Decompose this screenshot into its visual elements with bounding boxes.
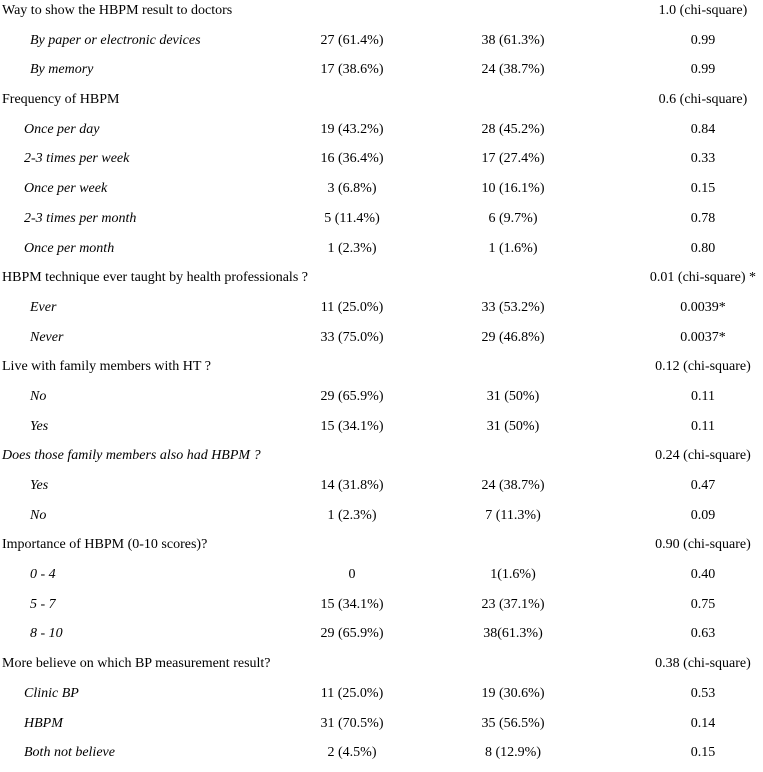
group-1-value: 29 (65.9%) — [320, 388, 384, 404]
table-row — [0, 30, 763, 60]
option-label: Never — [30, 329, 64, 345]
option-label: Once per day — [24, 121, 100, 137]
group-1-value: 31 (70.5%) — [320, 715, 384, 731]
group-1-value: 15 (34.1%) — [320, 418, 384, 434]
section-header-row — [0, 89, 763, 119]
group-1-value: 19 (43.2%) — [320, 121, 384, 137]
group-2-value: 8 (12.9%) — [485, 745, 541, 761]
table-row — [0, 623, 763, 653]
section-p-value: 0.12 (chi-square) — [655, 359, 751, 375]
group-2-value: 10 (16.1%) — [481, 181, 545, 197]
table-row — [0, 386, 763, 416]
option-label: HBPM — [24, 715, 63, 731]
group-2-value: 31 (50%) — [486, 388, 540, 404]
table-row — [0, 148, 763, 178]
option-label: 8 - 10 — [30, 626, 63, 642]
group-2-value: 33 (53.2%) — [481, 299, 545, 315]
option-label: No — [30, 507, 47, 523]
group-1-value: 11 (25.0%) — [320, 299, 384, 315]
group-2-value: 6 (9.7%) — [488, 210, 538, 226]
group-1-value: 14 (31.8%) — [320, 478, 384, 493]
section-p-value: 1.0 (chi-square) — [658, 3, 748, 18]
group-2-value: 38(61.3%) — [483, 626, 543, 642]
row-p-value: 0.09 — [690, 507, 716, 523]
option-label: 2-3 times per month — [24, 210, 137, 226]
row-p-value: 0.14 — [690, 715, 716, 731]
table-row — [0, 208, 763, 238]
section-p-value: 0.90 (chi-square) — [655, 537, 751, 553]
group-1-value: 1 (2.3%) — [327, 507, 377, 523]
row-p-value: 0.11 — [691, 418, 715, 434]
option-label: Yes — [30, 478, 49, 493]
group-1-value: 11 (25.0%) — [320, 685, 384, 701]
section-header-row — [0, 267, 763, 297]
table-row — [0, 59, 763, 89]
group-1-value: 1 (2.3%) — [327, 240, 377, 256]
group-2-value: 1 (1.6%) — [488, 240, 538, 256]
row-p-value: 0.0039* — [680, 299, 726, 315]
table-row — [0, 594, 763, 624]
row-p-value: 0.63 — [690, 626, 716, 642]
group-1-value: 5 (11.4%) — [324, 210, 380, 226]
group-2-value: 31 (50%) — [486, 418, 540, 434]
table-row — [0, 505, 763, 535]
section-title: Frequency of HBPM — [2, 92, 120, 108]
table-row — [0, 297, 763, 327]
group-1-value: 33 (75.0%) — [320, 329, 384, 345]
row-p-value: 0.53 — [690, 685, 716, 701]
group-2-value: 24 (38.7%) — [481, 478, 545, 493]
table-row — [0, 475, 763, 505]
table-row — [0, 683, 763, 713]
group-1-value: 3 (6.8%) — [327, 181, 377, 197]
option-label: No — [30, 388, 47, 404]
row-p-value: 0.33 — [690, 151, 716, 167]
row-p-value: 0.84 — [690, 121, 716, 137]
option-label: By memory — [30, 62, 94, 78]
option-label: Yes — [30, 418, 49, 434]
group-2-value: 29 (46.8%) — [481, 329, 545, 345]
section-header-row — [0, 445, 763, 475]
option-label: Clinic BP — [24, 685, 79, 701]
group-2-value: 23 (37.1%) — [481, 596, 545, 612]
option-label: Once per week — [24, 181, 108, 197]
row-p-value: 0.99 — [690, 62, 716, 78]
table-row — [0, 564, 763, 594]
section-header-row — [0, 356, 763, 386]
group-1-value: 15 (34.1%) — [320, 596, 384, 612]
row-p-value: 0.0037* — [680, 329, 726, 345]
section-header-row — [0, 653, 763, 683]
option-label: Both not believe — [24, 745, 115, 761]
section-header-row — [0, 0, 763, 30]
section-title: Live with family members with HT ? — [2, 359, 211, 375]
table-row — [0, 327, 763, 357]
row-p-value: 0.99 — [690, 32, 716, 48]
section-p-value: 0.24 (chi-square) — [655, 448, 751, 464]
section-title: Importance of HBPM (0-10 scores)? — [2, 537, 208, 553]
row-p-value: 0.80 — [690, 240, 716, 256]
group-1-value: 29 (65.9%) — [320, 626, 384, 642]
section-title: More believe on which BP measurement result? — [2, 656, 271, 672]
row-p-value: 0.78 — [690, 210, 716, 226]
group-2-value: 38 (61.3%) — [481, 32, 545, 48]
section-title: Does those family members also had HBPM ? — [2, 448, 261, 464]
group-1-value: 17 (38.6%) — [320, 62, 384, 78]
table-row — [0, 238, 763, 268]
table-row — [0, 742, 763, 772]
group-2-value: 35 (56.5%) — [481, 715, 545, 731]
row-p-value: 0.15 — [690, 745, 716, 761]
row-p-value: 0.47 — [690, 478, 716, 493]
group-1-value: 27 (61.4%) — [320, 32, 384, 48]
option-label: Ever — [30, 299, 57, 315]
option-label: 0 - 4 — [30, 567, 56, 583]
table-row — [0, 119, 763, 149]
table-row — [0, 416, 763, 446]
group-1-value: 2 (4.5%) — [327, 745, 377, 761]
section-p-value: 0.6 (chi-square) — [658, 92, 748, 108]
group-2-value: 1(1.6%) — [490, 567, 536, 583]
option-label: By paper or electronic devices — [30, 32, 201, 48]
table-row — [0, 178, 763, 208]
group-2-value: 28 (45.2%) — [481, 121, 545, 137]
section-p-value: 0.38 (chi-square) — [655, 656, 751, 672]
group-2-value: 19 (30.6%) — [481, 685, 545, 701]
row-p-value: 0.11 — [691, 388, 715, 404]
section-title: HBPM technique ever taught by health professionals ? — [2, 270, 308, 286]
group-2-value: 17 (27.4%) — [481, 151, 545, 167]
group-1-value: 16 (36.4%) — [320, 151, 384, 167]
group-2-value: 24 (38.7%) — [481, 62, 545, 78]
row-p-value: 0.40 — [690, 567, 716, 583]
table-row — [0, 713, 763, 743]
row-p-value: 0.75 — [690, 596, 716, 612]
section-header-row — [0, 534, 763, 564]
section-title: Way to show the HBPM result to doctors — [2, 3, 233, 18]
group-2-value: 7 (11.3%) — [485, 507, 541, 523]
option-label: 5 - 7 — [30, 596, 56, 612]
row-p-value: 0.15 — [690, 181, 716, 197]
option-label: Once per month — [24, 240, 115, 256]
option-label: 2-3 times per week — [24, 151, 130, 167]
section-p-value: 0.01 (chi-square) * — [649, 270, 757, 286]
group-1-value: 0 — [348, 567, 356, 583]
